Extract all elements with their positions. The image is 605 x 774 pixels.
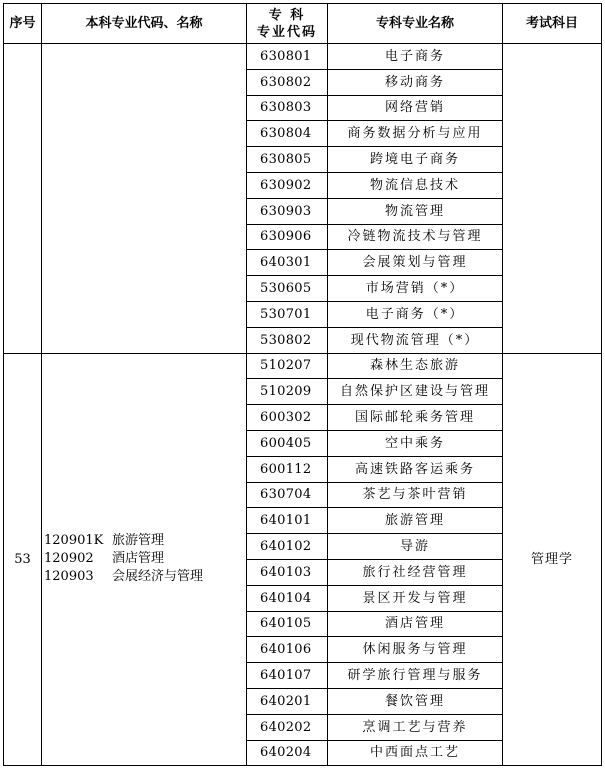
undergrad-code: 120903 [44,569,94,585]
undergrad-cell [42,353,247,766]
junior-code-cell: 530802 [247,327,328,353]
table-row [4,353,602,379]
junior-code-cell: 600302 [247,405,328,431]
junior-code-cell: 640102 [247,534,328,560]
junior-code-cell: 640202 [247,714,328,740]
seq-cell [4,44,42,354]
junior-code-cell: 640301 [247,250,328,276]
header-seq: 序号 [4,4,42,44]
junior-name-cell: 休闲服务与管理 [328,637,503,663]
undergrad-code: 120901K [44,533,104,549]
junior-name-cell: 旅游管理 [328,508,503,534]
junior-name-cell: 空中乘务 [328,430,503,456]
junior-code-cell: 600112 [247,456,328,482]
header-row [4,4,602,44]
junior-name-cell: 现代物流管理（*） [328,327,503,353]
junior-code-cell: 510209 [247,379,328,405]
junior-name-cell: 移动商务 [328,69,503,95]
undergrad-name: 酒店管理 [112,551,165,567]
junior-name-cell: 物流管理 [328,198,503,224]
table-row [4,44,602,70]
undergrad-cell [42,44,247,354]
junior-name-cell: 旅行社经营管理 [328,559,503,585]
subject-cell: 管理学 [503,353,602,766]
junior-name-cell: 物流信息技术 [328,172,503,198]
junior-code-cell: 630902 [247,172,328,198]
header-subject: 考试科目 [503,4,602,44]
major-table [3,3,602,766]
junior-name-cell: 高速铁路客运乘务 [328,456,503,482]
junior-code-cell: 640105 [247,611,328,637]
junior-name-cell: 中西面点工艺 [328,740,503,766]
junior-name-cell: 跨境电子商务 [328,147,503,173]
junior-code-cell: 530701 [247,301,328,327]
junior-name-cell: 森林生态旅游 [328,353,503,379]
junior-name-cell: 自然保护区建设与管理 [328,379,503,405]
junior-name-cell: 冷链物流技术与管理 [328,224,503,250]
junior-code-cell: 640106 [247,637,328,663]
junior-code-cell: 600405 [247,430,328,456]
junior-code-cell: 630803 [247,95,328,121]
undergrad-code: 120902 [44,551,94,567]
undergrad-name: 会展经济与管理 [112,569,204,585]
junior-code-cell: 640104 [247,585,328,611]
junior-code-cell: 630903 [247,198,328,224]
junior-code-cell: 640101 [247,508,328,534]
junior-name-cell: 商务数据分析与应用 [328,121,503,147]
table-body [4,44,602,766]
junior-name-cell: 会展策划与管理 [328,250,503,276]
junior-name-cell: 网络营销 [328,95,503,121]
junior-name-cell: 茶艺与茶叶营销 [328,482,503,508]
junior-name-cell: 烹调工艺与营养 [328,714,503,740]
junior-code-cell: 630804 [247,121,328,147]
junior-code-cell: 640103 [247,559,328,585]
header-junior-code [247,4,328,44]
junior-name-cell: 导游 [328,534,503,560]
junior-code-cell: 630802 [247,69,328,95]
junior-name-cell: 餐饮管理 [328,688,503,714]
junior-code-cell: 510207 [247,353,328,379]
header-junior-name: 专科专业名称 [328,4,503,44]
junior-code-cell: 630801 [247,44,328,70]
undergrad-major [44,532,246,550]
seq-cell: 53 [4,353,42,766]
junior-code-cell: 530605 [247,276,328,302]
junior-code-cell: 630704 [247,482,328,508]
junior-name-cell: 电子商务 [328,44,503,70]
subject-cell [503,44,602,354]
header-undergrad: 本科专业代码、名称 [42,4,247,44]
undergrad-major [44,550,246,568]
junior-name-cell: 国际邮轮乘务管理 [328,405,503,431]
junior-name-cell: 酒店管理 [328,611,503,637]
undergrad-name: 旅游管理 [112,533,165,549]
junior-name-cell: 研学旅行管理与服务 [328,663,503,689]
junior-code-cell: 640204 [247,740,328,766]
junior-code-cell: 630906 [247,224,328,250]
junior-name-cell: 市场营销（*） [328,276,503,302]
junior-code-cell: 640107 [247,663,328,689]
header-junior-code-line1: 专 科 [268,7,306,23]
junior-name-cell: 景区开发与管理 [328,585,503,611]
junior-code-cell: 630805 [247,147,328,173]
junior-name-cell: 电子商务（*） [328,301,503,327]
undergrad-major [44,568,246,586]
header-junior-code-line2: 专业代码 [256,24,317,40]
junior-code-cell: 640201 [247,688,328,714]
